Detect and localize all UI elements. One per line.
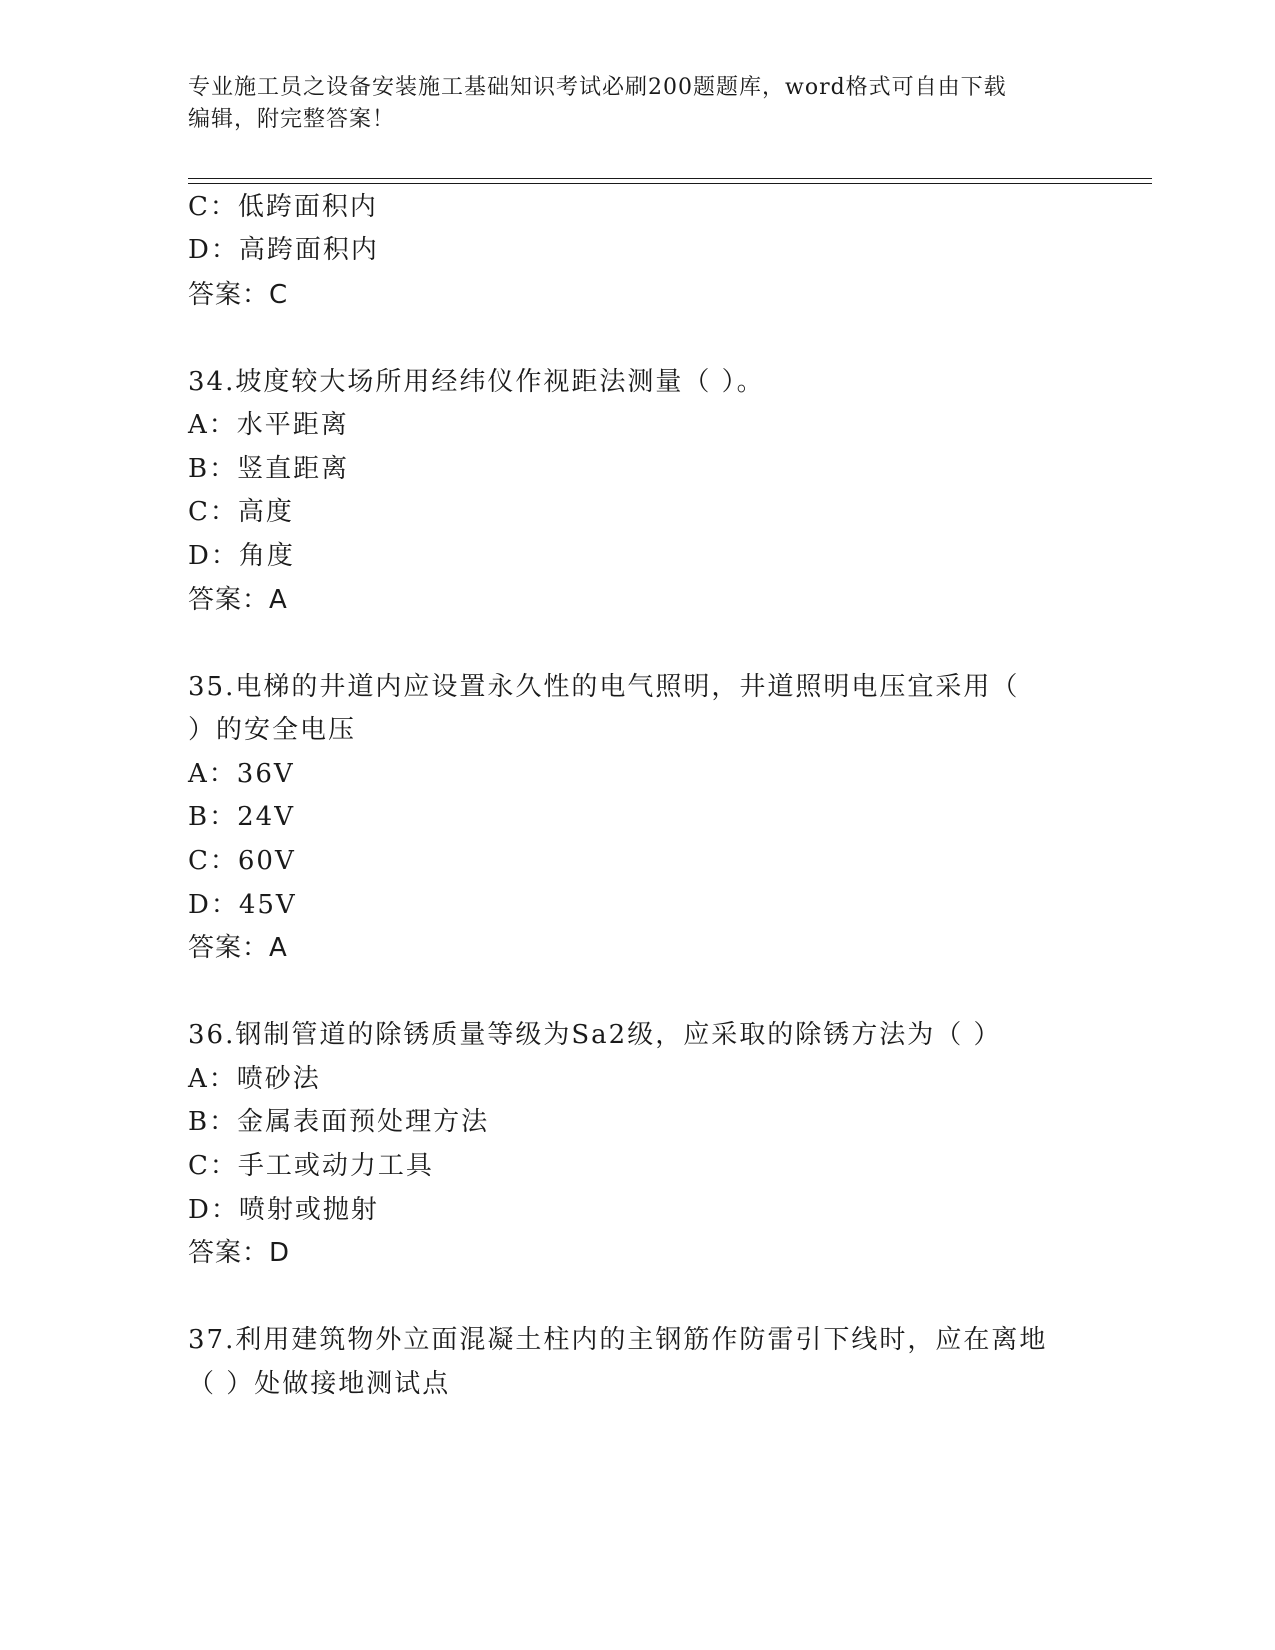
q34-answer: 答案：A <box>188 585 288 615</box>
document-header <box>188 72 1088 136</box>
q35-option-a: A：36V <box>188 759 295 789</box>
q34-option-b: B：竖直距离 <box>188 454 350 484</box>
q36-answer: 答案：D <box>188 1238 291 1268</box>
q34-option-d: D：角度 <box>188 541 295 571</box>
header-divider-bottom <box>188 183 1152 184</box>
header-divider-top <box>188 178 1152 179</box>
prev-answer: 答案：C <box>188 280 289 310</box>
q36-option-a: A：喷砂法 <box>188 1064 321 1094</box>
header-line-2: 编辑，附完整答案！ <box>188 107 396 132</box>
q37-stem-line-2: （ ）处做接地测试点 <box>188 1369 451 1399</box>
q34-stem: 34.坡度较大场所用经纬仪作视距法测量（ ）。 <box>188 367 765 397</box>
q37-stem-line-1: 37.利用建筑物外立面混凝土柱内的主钢筋作防雷引下线时，应在离地 <box>188 1325 1048 1355</box>
q35-stem-line-2: ）的安全电压 <box>188 715 357 745</box>
prev-option-d: D：高跨面积内 <box>188 235 379 265</box>
prev-option-c: C：低跨面积内 <box>188 192 378 222</box>
q35-answer: 答案：A <box>188 933 288 963</box>
q35-option-c: C：60V <box>188 846 296 876</box>
q34-option-c: C：高度 <box>188 497 294 527</box>
q36-option-d: D：喷射或抛射 <box>188 1195 379 1225</box>
q35-stem-line-1: 35.电梯的井道内应设置永久性的电气照明，井道照明电压宜采用（ <box>188 672 1020 702</box>
q35-option-d: D：45V <box>188 890 297 920</box>
q35-option-b: B：24V <box>188 802 295 832</box>
q36-option-b: B：金属表面预处理方法 <box>188 1107 490 1137</box>
q34-option-a: A：水平距离 <box>188 410 349 440</box>
q36-stem: 36.钢制管道的除锈质量等级为Sa2级，应采取的除锈方法为（ ） <box>188 1020 1002 1050</box>
header-line-1: 专业施工员之设备安装施工基础知识考试必刷200题题库，word格式可自由下载 <box>188 75 1007 100</box>
q36-option-c: C：手工或动力工具 <box>188 1151 434 1181</box>
